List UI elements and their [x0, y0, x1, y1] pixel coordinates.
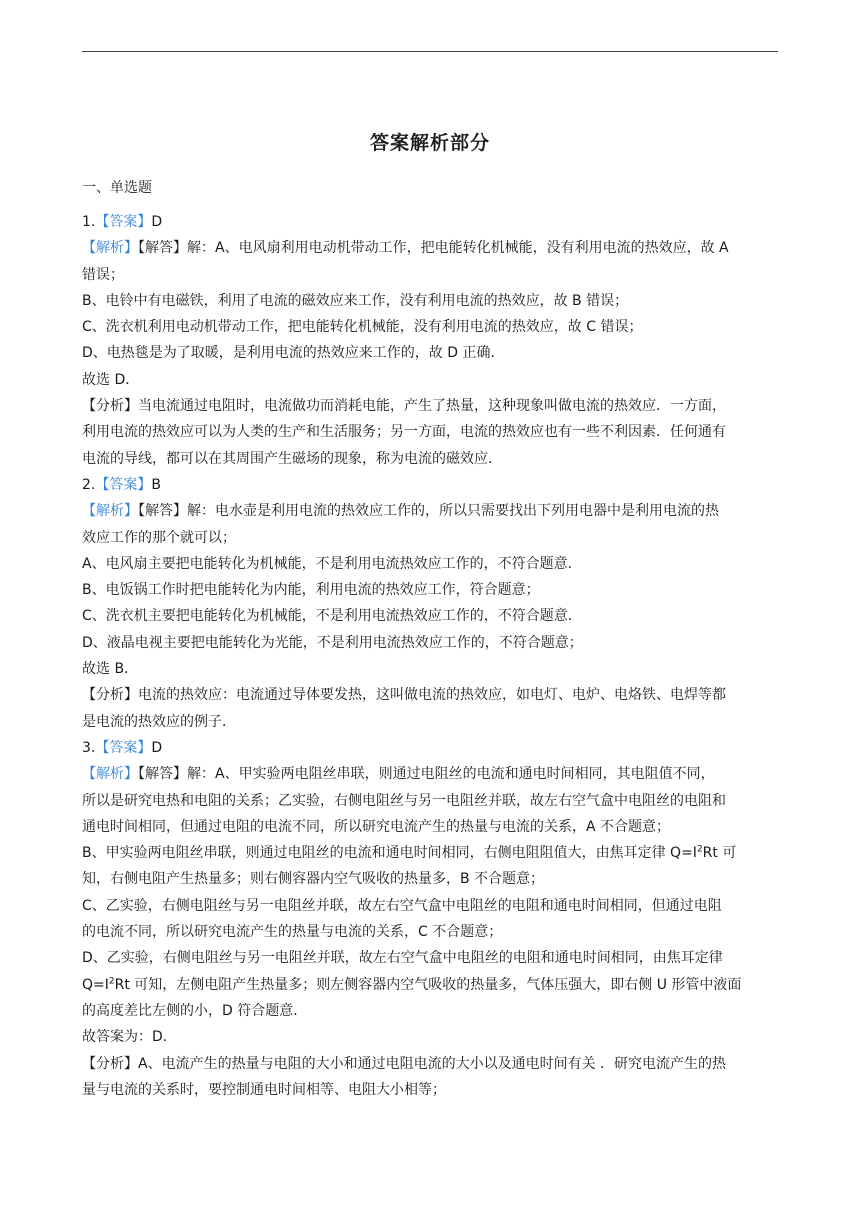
q3-line: 故答案为：D．	[82, 1029, 177, 1046]
analysis-tag: 【解析】	[82, 240, 138, 257]
answer-value: D	[151, 739, 163, 756]
answer-value: B	[151, 476, 161, 493]
question-number: 2.	[82, 476, 96, 493]
analysis-text: 【解答】解：电水壶是利用电流的热效应工作的，所以只需要找出下列用电器中是利用电流的热	[138, 503, 719, 520]
q1-line: 电流的导线，都可以在其周围产生磁场的现象，称为电流的磁效应．	[82, 450, 502, 467]
q2-analysis-line	[82, 498, 782, 524]
question-number: 3.	[82, 739, 96, 756]
q2-line: D、液晶电视主要把电能转化为光能，不是利用电流热效应工作的，不符合题意；	[82, 634, 583, 651]
q3-line: C、乙实验，右侧电阻丝与另一电阻丝并联，故左右空气盒中电阻丝的电阻和通电时间相同，但通过电阻	[82, 897, 722, 914]
q1-line: 【分析】当电流通过电阻时，电流做功而消耗电能，产生了热量，这种现象叫做电流的热效应．一方面，	[82, 398, 726, 415]
answer-value: D	[151, 214, 163, 230]
q1-line: D、电热毯是为了取暖，是利用电流的热效应来工作的，故 D 正确．	[82, 345, 505, 362]
q1-analysis-line	[82, 235, 782, 261]
q1-line: C、洗衣机利用电动机带动工作，把电能转化机械能，没有利用电流的热效应，故 C 错误；	[82, 319, 643, 336]
superscript: 2	[108, 975, 115, 986]
line-text: B、甲实验两电阻丝串联，则通过电阻丝的电流和通电时间相同，右侧电阻阻值大，由焦耳定律 Q=I	[82, 845, 697, 862]
line-text: Rt 可知，左侧电阻产生热量多；则左侧容器内空气吸收的热量多，气体压强大，即右侧 U 形管中液面	[114, 976, 742, 993]
q2-line: 效应工作的那个就可以；	[82, 529, 236, 546]
section-heading: 一、单选题	[82, 180, 152, 196]
q3-line	[82, 840, 782, 866]
answer-tag: 【答案】	[95, 476, 152, 493]
answer-tag: 【答案】	[95, 739, 152, 756]
q3-line: 【分析】A、电流产生的热量与电阻的大小和通过电阻电流的大小以及通电时间有关 ．研究电流产生的热	[82, 1055, 727, 1072]
q2-line: B、电饭锅工作时把电能转化为内能，利用电流的热效应工作，符合题意；	[82, 582, 540, 599]
q3-line	[82, 972, 782, 998]
question-number: 1.	[82, 214, 96, 230]
q1-line: 利用电流的热效应可以为人类的生产和生活服务；另一方面，电流的热效应也有一些不利因素．任何通有	[82, 424, 726, 441]
analysis-text: 【解答】解：A、电风扇利用电动机带动工作，把电能转化机械能，没有利用电流的热效应，故 A	[138, 240, 729, 257]
q2-line: 【分析】电流的热效应：电流通过导体要发热，这叫做电流的热效应，如电灯、电炉、电烙铁、电焊等都	[82, 687, 726, 704]
q3-line: D、乙实验，右侧电阻丝与另一电阻丝并联，故左右空气盒中电阻丝的电阻和通电时间相同，由焦耳定律	[82, 950, 723, 967]
q1-line: B、电铃中有电磁铁，利用了电流的磁效应来工作，没有利用电流的热效应，故 B 错误；	[82, 292, 629, 309]
line-text: Q=I	[82, 976, 109, 993]
q3-analysis-line	[82, 761, 782, 787]
q2-line: C、洗衣机主要把电能转化为机械能，不是利用电流热效应工作的，不符合题意．	[82, 608, 582, 625]
analysis-tag: 【解析】	[82, 503, 138, 520]
q3-line: 的高度差比左侧的小，D 符合题意．	[82, 1002, 308, 1019]
line-text: Rt 可	[702, 845, 737, 862]
q1-line: 故选 D．	[82, 371, 140, 388]
q2-line: 是电流的热效应的例子．	[82, 713, 236, 730]
q2-line: A、电风扇主要把电能转化为机械能，不是利用电流热效应工作的，不符合题意．	[82, 555, 582, 572]
q3-line: 所以是研究电热和电阻的关系；乙实验，右侧电阻丝与另一电阻丝并联，故左右空气盒中电阻丝的电阻和	[82, 792, 726, 809]
q3-line: 知，右侧电阻产生热量多；则右侧容器内空气吸收的热量多，B 不合题意；	[82, 871, 545, 888]
q1-answer-line	[82, 209, 782, 235]
superscript: 2	[696, 844, 703, 855]
q2-answer-line	[82, 472, 782, 498]
q3-answer-line	[82, 735, 782, 761]
q2-line: 故选 B．	[82, 661, 139, 678]
analysis-tag: 【解析】	[82, 766, 138, 783]
answer-tag: 【答案】	[95, 214, 152, 230]
answer-content	[82, 209, 782, 1103]
q3-line: 通电时间相同，但通过电阻的电流不同，所以研究电流产生的热量与电流的关系，A 不合题意；	[82, 818, 671, 835]
header-rule	[82, 51, 778, 52]
analysis-text: 【解答】解：A、甲实验两电阻丝串联，则通过电阻丝的电流和通电时间相同，其电阻值不同，	[138, 766, 715, 783]
q3-line: 的电流不同，所以研究电流产生的热量与电流的关系，C 不合题意；	[82, 924, 503, 941]
page-title: 答案解析部分	[369, 132, 490, 154]
q1-line: 错误；	[82, 266, 124, 283]
q3-line: 量与电流的关系时，要控制通电时间相等、电阻大小相等；	[82, 1081, 446, 1098]
